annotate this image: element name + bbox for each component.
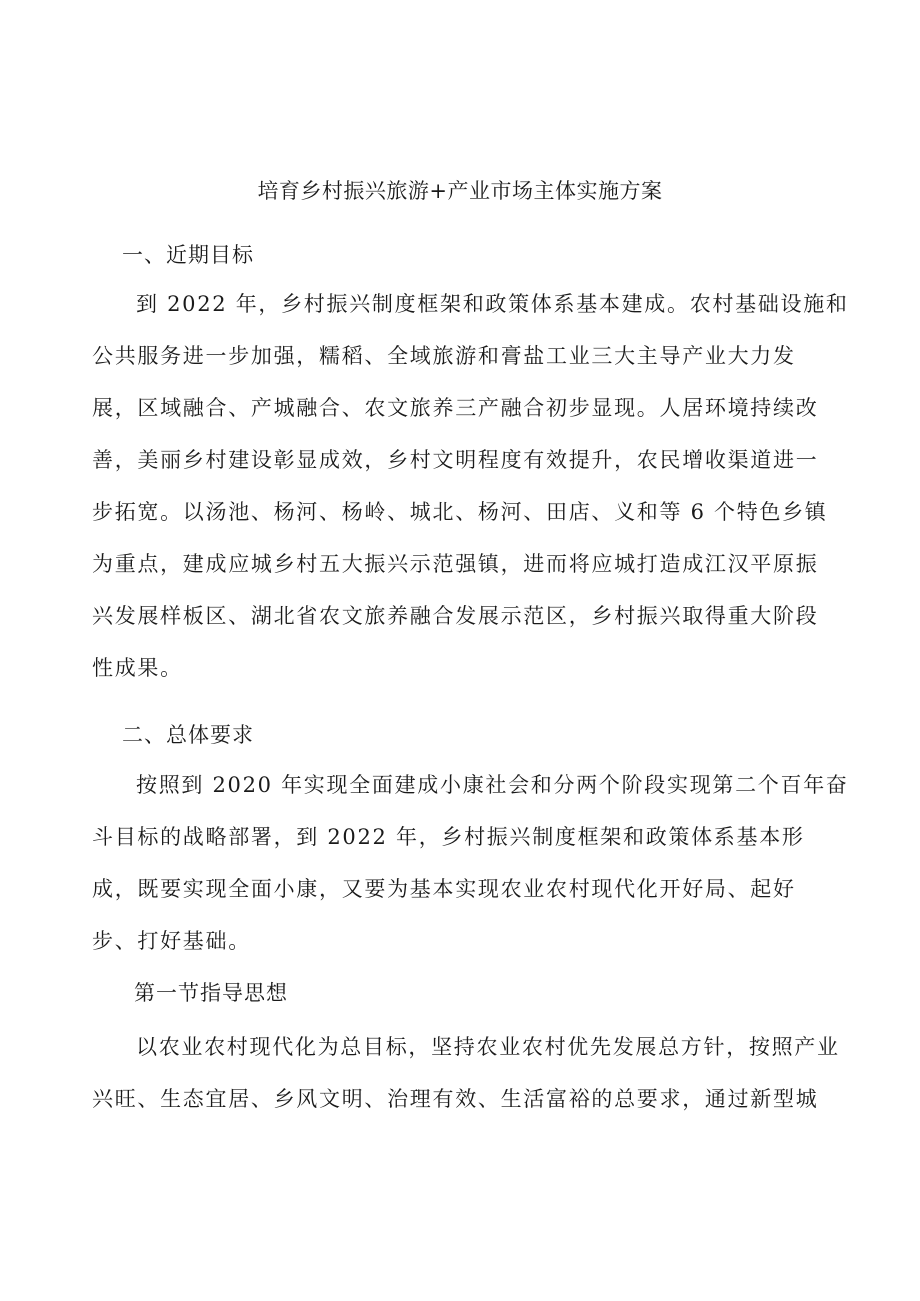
- section-heading-near-term-goals: 一、近期目标: [122, 243, 254, 267]
- subsection-heading-guiding-ideology: 第一节指导思想: [134, 981, 288, 1005]
- paragraph-line: 以农业农村现代化为总目标，坚持农业农村优先发展总方针，按照产业: [136, 1035, 840, 1059]
- paragraph-line: 兴发展样板区、湖北省农文旅养融合发展示范区，乡村振兴取得重大阶段: [92, 604, 819, 628]
- paragraph-line: 到 2022 年，乡村振兴制度框架和政策体系基本建成。农村基础设施和: [136, 292, 849, 316]
- paragraph-line: 成，既要实现全面小康，又要为基本实现农业农村现代化开好局、起好: [92, 877, 796, 901]
- section-heading-general-requirements: 二、总体要求: [122, 723, 254, 747]
- paragraph-line: 步拓宽。以汤池、杨河、杨岭、城北、杨河、田店、义和等 6 个特色乡镇: [92, 500, 828, 524]
- paragraph-line: 步、打好基础。: [92, 929, 251, 953]
- document-title: 培育乡村振兴旅游+产业市场主体实施方案: [257, 179, 663, 203]
- paragraph-line: 斗目标的战略部署，到 2022 年，乡村振兴制度框架和政策体系基本形: [92, 825, 805, 849]
- paragraph-line: 公共服务进一步加强，糯稻、全域旅游和膏盐工业三大主导产业大力发: [92, 344, 796, 368]
- paragraph-line: 性成果。: [92, 656, 183, 680]
- paragraph-line: 为重点，建成应城乡村五大振兴示范强镇，进而将应城打造成江汉平原振: [92, 552, 819, 576]
- paragraph-line: 善，美丽乡村建设彰显成效，乡村文明程度有效提升，农民增收渠道进一: [92, 448, 819, 472]
- paragraph-line: 展，区域融合、产城融合、农文旅养三产融合初步显现。人居环境持续改: [92, 396, 819, 420]
- paragraph-line: 按照到 2020 年实现全面建成小康社会和分两个阶段实现第二个百年奋: [136, 773, 849, 797]
- paragraph-line: 兴旺、生态宜居、乡风文明、治理有效、生活富裕的总要求，通过新型城: [92, 1087, 819, 1111]
